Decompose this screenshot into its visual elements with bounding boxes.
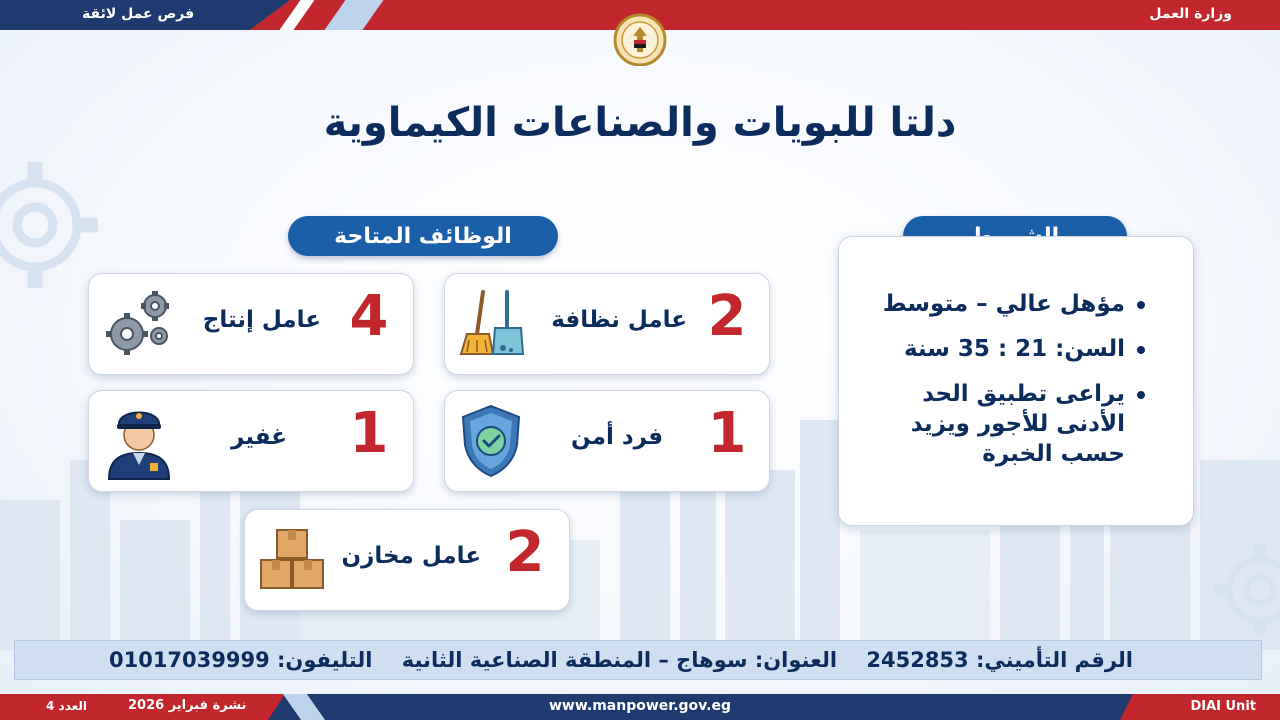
company-title: دلتا للبويات والصناعات الكيماوية — [323, 100, 957, 146]
slogan-text: فرص عمل لائقة — [82, 6, 195, 22]
unit-name: DIAI Unit — [1190, 699, 1256, 714]
job-title: عامل إنتاج — [202, 307, 321, 333]
conditions-list — [847, 289, 1147, 484]
insurance-number: الرقم التأميني: 2452853 — [866, 648, 1133, 672]
top-bar-stripe — [279, 0, 314, 30]
job-card-security — [444, 390, 770, 492]
guard-icon — [103, 401, 175, 481]
job-count: 1 — [707, 401, 747, 466]
broom-dustpan-icon — [459, 288, 527, 360]
bulletin-date: نشرة فبراير 2026 — [128, 698, 247, 713]
contact-info-text — [87, 648, 1133, 672]
job-title: غفير — [231, 424, 287, 450]
job-card-cleaning — [444, 273, 770, 375]
gears-icon — [101, 286, 177, 362]
top-bar-light-band — [324, 0, 383, 30]
job-count: 1 — [349, 401, 389, 466]
jobs-heading: الوظائف المتاحة — [288, 216, 558, 256]
phone-number: التليفون: 01017039999 — [108, 648, 373, 672]
job-title: عامل مخازن — [341, 543, 481, 569]
job-card-guard — [88, 390, 414, 492]
website-url: www.manpower.gov.eg — [549, 698, 731, 714]
condition-item: يراعى تطبيق الحد الأدنى للأجور ويزيد حسب الخبرة — [847, 379, 1147, 469]
condition-item: مؤهل عالي – متوسط — [847, 289, 1147, 319]
address: العنوان: سوهاج – المنطقة الصناعية الثانية — [401, 648, 838, 672]
job-card-warehouse — [244, 509, 570, 611]
ministry-name: وزارة العمل — [1149, 6, 1232, 22]
job-count: 2 — [505, 520, 545, 585]
job-title: فرد أمن — [571, 424, 663, 450]
conditions-card — [838, 236, 1194, 526]
job-count: 2 — [707, 284, 747, 349]
condition-item: السن: 21 : 35 سنة — [847, 334, 1147, 364]
boxes-icon — [257, 524, 327, 594]
job-title: عامل نظافة — [551, 307, 687, 333]
issue-number: العدد 4 — [46, 699, 88, 713]
contact-info-bar — [14, 640, 1262, 680]
job-count: 4 — [349, 284, 389, 349]
job-card-production — [88, 273, 414, 375]
ministry-emblem-icon — [603, 10, 677, 66]
gear-decoration-right-icon — [1205, 535, 1280, 645]
shield-check-icon — [459, 403, 523, 479]
